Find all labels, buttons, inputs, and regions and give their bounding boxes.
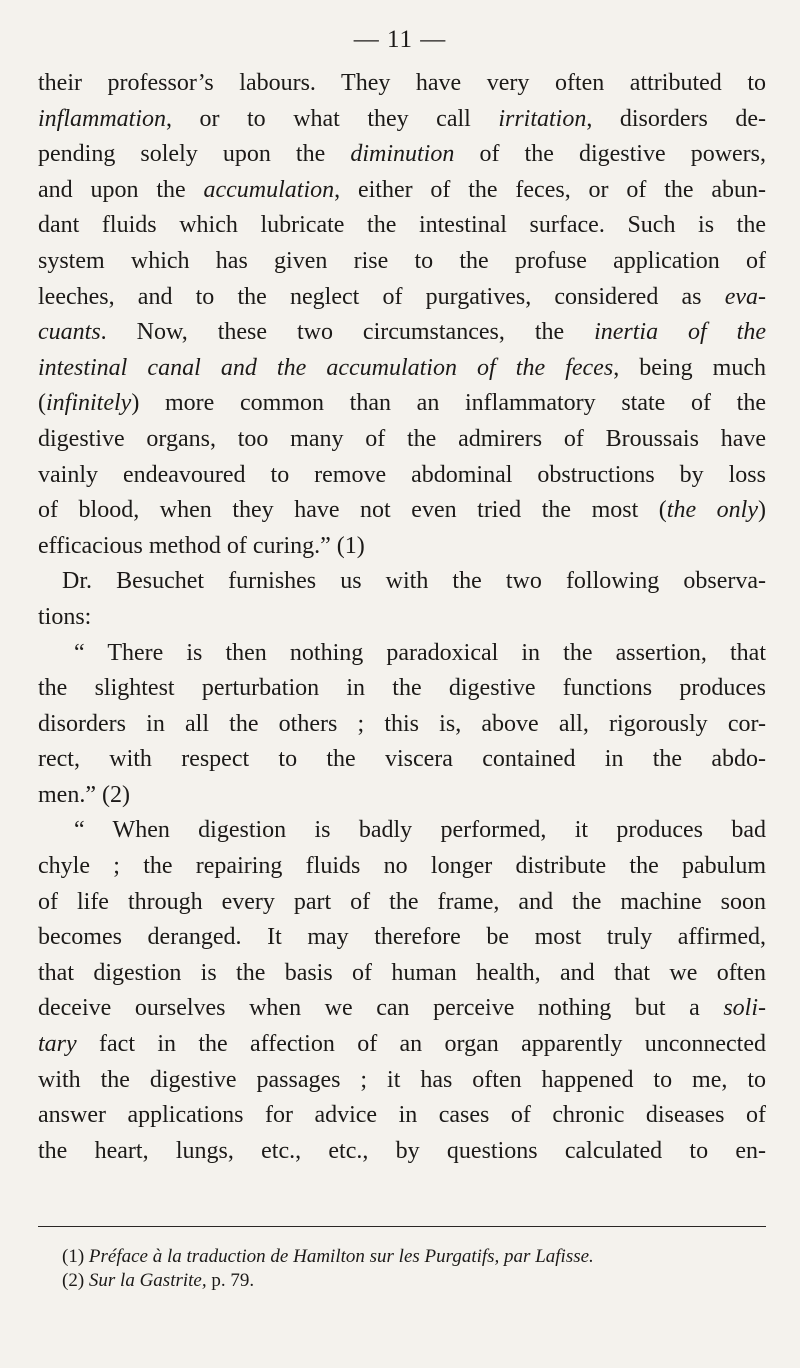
- text-run: tions:: [38, 603, 92, 630]
- text-run: answer applications for advice in cases of chronic diseases of: [38, 1102, 766, 1129]
- text-line: [38, 102, 766, 138]
- text-line: [38, 458, 766, 494]
- text-run: , being much: [613, 354, 767, 381]
- text-run: p. 79.: [206, 1270, 255, 1291]
- text-line: [38, 208, 766, 244]
- text-run: ): [758, 497, 766, 524]
- text-run: dant fluids which lubricate the intestinal surface. Such is the: [38, 212, 766, 239]
- text-run: , or to what they call: [166, 105, 499, 132]
- text-run: chyle ; the repairing fluids no longer distribute the pabulum: [38, 853, 766, 880]
- text-run: pending solely upon the: [38, 141, 351, 168]
- text-line: [38, 849, 766, 885]
- text-run: vainly endeavoured to remove abdominal obstructions by loss: [38, 461, 766, 488]
- text-run: (2): [62, 1270, 89, 1291]
- text-line: [38, 564, 766, 600]
- italic-text: eva-: [724, 283, 766, 310]
- italic-text: soli-: [723, 995, 766, 1022]
- text-line: [38, 778, 766, 814]
- text-run: with the digestive passages ; it has often happened to me, to: [38, 1066, 766, 1093]
- text-run: , either of the feces, or of the abun-: [334, 176, 766, 203]
- text-line: [38, 885, 766, 921]
- text-run: becomes deranged. It may therefore be most truly affirmed,: [38, 924, 766, 951]
- text-run: efficacious method of curing.” (1): [38, 532, 365, 559]
- text-run: disorders in all the others ; this is, above all, rigorously cor-: [38, 710, 766, 737]
- text-run: that digestion is the basis of human health, and that we often: [38, 959, 766, 986]
- italic-text: irritation: [498, 105, 587, 132]
- italic-text: inertia of the: [594, 319, 766, 346]
- text-run: their professor’s labours. They have very often attributed to: [38, 70, 766, 96]
- text-line: [38, 636, 766, 672]
- text-run: (: [38, 390, 46, 417]
- footnote-divider: [38, 1226, 766, 1227]
- text-line: [38, 422, 766, 458]
- text-line: [38, 315, 766, 351]
- text-line: [38, 956, 766, 992]
- text-run: ) more common than an inflammatory state of the: [131, 390, 766, 417]
- text-run: fact in the affection of an organ apparently unconnected: [76, 1031, 766, 1058]
- text-run: “ When digestion is badly performed, it produces bad: [74, 817, 766, 844]
- text-line: [38, 173, 766, 209]
- text-run: of the digestive powers,: [454, 141, 767, 168]
- text-run: rect, with respect to the viscera contained in the abdo-: [38, 746, 766, 773]
- text-line: [38, 244, 766, 280]
- text-run: Dr. Besuchet furnishes us with the two following observa-: [62, 568, 766, 595]
- italic-text: tary: [38, 1031, 77, 1058]
- text-line: [38, 1063, 766, 1099]
- text-run: leeches, and to the neglect of purgatives, considered as: [38, 283, 725, 310]
- footnote: [62, 1245, 762, 1269]
- text-run: the slightest perturbation in the digestive functions produces: [38, 675, 766, 702]
- text-line: [38, 813, 766, 849]
- text-run: “ There is then nothing paradoxical in the assertion, that: [74, 639, 766, 666]
- text-run: deceive ourselves when we can perceive nothing but a: [38, 995, 724, 1022]
- italic-text: intestinal canal and the accumulation of the feces: [38, 354, 614, 381]
- body-text: [38, 66, 766, 1169]
- text-line: [38, 137, 766, 173]
- italic-text: diminution: [350, 141, 455, 168]
- text-line: [38, 351, 766, 387]
- text-line: [38, 1027, 766, 1063]
- footnotes: [62, 1245, 762, 1293]
- italic-text: Sur la Gastrite,: [88, 1270, 207, 1291]
- text-run: men.” (2): [38, 781, 130, 808]
- text-line: [38, 707, 766, 743]
- text-run: system which has given rise to the profuse application of: [38, 247, 766, 274]
- text-line: [38, 742, 766, 778]
- italic-text: inflammation: [38, 105, 167, 132]
- text-line: [38, 600, 766, 636]
- italic-text: cuants: [38, 319, 101, 346]
- text-line: [38, 1098, 766, 1134]
- text-line: [38, 1134, 766, 1170]
- text-line: [38, 529, 766, 565]
- text-run: of life through every part of the frame, and the machine soon: [38, 888, 766, 915]
- page-number: — 11 —: [353, 26, 447, 53]
- text-line: [38, 280, 766, 316]
- text-run: the heart, lungs, etc., etc., by questions calculated to en-: [38, 1137, 766, 1164]
- italic-text: accumulation: [203, 176, 335, 203]
- text-line: [38, 671, 766, 707]
- text-run: , disorders de-: [586, 105, 766, 132]
- text-run: and upon the: [38, 176, 204, 203]
- text-line: [38, 920, 766, 956]
- italic-text: Préface à la traduction de Hamilton sur les Purgatifs, par Lafisse.: [88, 1246, 594, 1267]
- text-line: [38, 493, 766, 529]
- italic-text: the only: [666, 497, 758, 524]
- text-run: (1): [62, 1246, 89, 1267]
- text-run: . Now, these two circumstances, the: [100, 319, 595, 346]
- italic-text: infinitely: [46, 390, 132, 417]
- footnote: [62, 1269, 762, 1293]
- text-line: [38, 66, 766, 102]
- text-line: [38, 991, 766, 1027]
- text-run: digestive organs, too many of the admirers of Broussais have: [38, 425, 766, 452]
- text-line: [38, 386, 766, 422]
- text-run: of blood, when they have not even tried the most (: [38, 497, 667, 524]
